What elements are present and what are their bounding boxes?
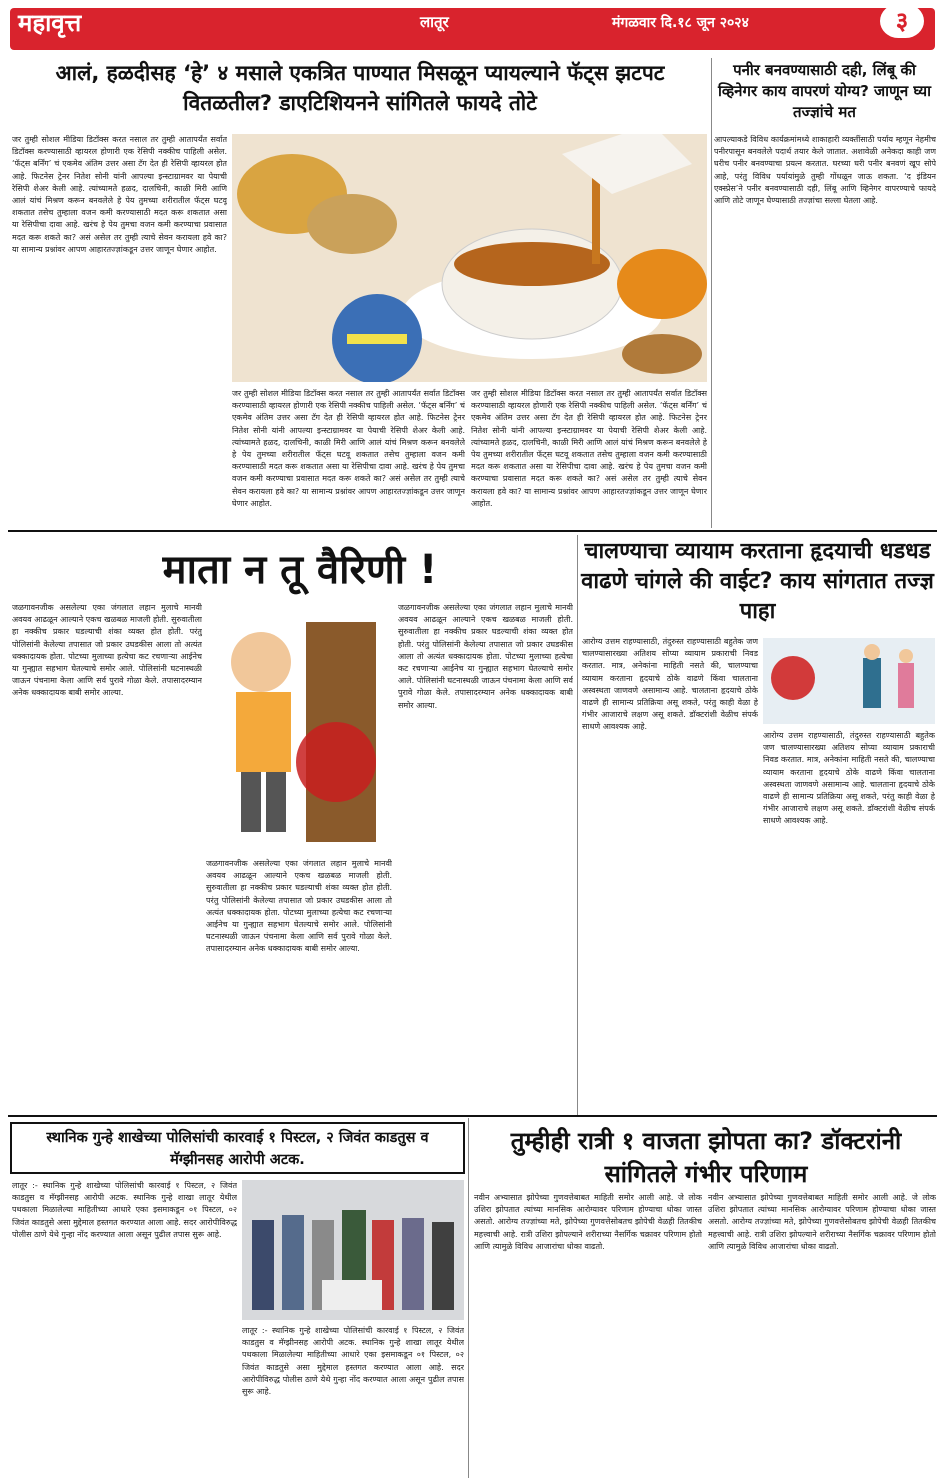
story3-headline: चालण्याचा व्यायाम करताना हृदयाची धडधड वाढणे चांगले की वाईट? काय सांगतात तज्ज्ञ पाहा xyxy=(581,539,934,624)
story5-column-1 xyxy=(474,1192,702,1477)
story3-text: आरोग्य उत्तम राहण्यासाठी, तंदुरुस्त राहण्यासाठी बहुतेक जण चालण्यासारख्या अतिशय सोप्या व्यायाम प्रकाराची निवड करतात. मात्र, अनेकांना माहिती नसते की, चालण्याचा व्यायाम करताना हृदयाचे ठोके वाढणे किंवा चालताना अस्वस्थता जाणवणे असामान्य आहे. चालताना हृदयाचे ठोके वाढणे ही सामान्य प्रतिक्रिया असू शकते, परंतु काही वेळा हे गंभीर आजाराचे लक्षण असू शकते. डॉक्टरांशी वेळीच संपर्क साधणे आवश्यक आहे. xyxy=(582,637,758,732)
section-divider xyxy=(8,530,937,532)
story2-text: जळगावनजीक असलेल्या एका जंगलात लहान मुलाचे मानवी अवयव आढळून आल्याने एकच खळबळ माजली होती. सुरुवातीला हा नक्कीच प्रकार घडल्याची शंका व्यक्त होत होती. परंतु पोलिसांनी केलेल्या तपासात जो प्रकार उघडकीस आला तो अत्यंत धक्कादायक होता. पोटच्या मुलाच्या हत्येचा कट रचणाऱ्या आईनेच या गुन्ह्यात सहभाग घेतल्याचे समोर आले. पोलिसांनी घटनास्थळी जाऊन पंचनामा केला आणि सर्व पुरावे गोळा केले. तपासादरम्यान अनेक धक्कादायक बाबी समोर आल्या. xyxy=(12,603,202,698)
column-rule-2 xyxy=(577,535,578,1115)
police-team-photo xyxy=(242,1180,464,1320)
walking-exercise-photo xyxy=(763,638,935,724)
story3-column-1 xyxy=(582,636,758,1110)
story3-column-2 xyxy=(763,730,935,1110)
story1-column-2 xyxy=(232,388,465,526)
story4-text-cont: लातूर :- स्थानिक गुन्हे शाखेच्या पोलिसांची कारवाई १ पिस्टल, २ जिवंत काडतुस व मॅग्झीनसह आरोपी अटक. स्थानिक गुन्हे शाखा लातूर येथील पथकाला मिळालेल्या माहितीच्या आधारे एका इसमाकडून ०१ पिस्टल, ०२ जिवंत काडतुसे असा मुद्देमाल हस्तगत करण्यात आला आहे. सदर आरोपीविरुद्ध पोलीस ठाणे येथे गुन्हा नोंद करण्यात आला असून पुढील तपास सुरू आहे. xyxy=(242,1326,464,1397)
story1-text-cont2: जर तुम्ही सोशल मीडिया डिटॉक्स करत नसाल तर तुम्ही आतापर्यंत सर्वात डिटॉक्स करण्यासाठी व्हायरल होणारी एक रेसिपी नक्कीच पाहिली असेल. ‘फॅट्स बर्निंग’ चं एकमेव अंतिम उत्तर असा टॅग देत ही रेसिपी व्हायरल होत आहे. फिटनेस ट्रेनर नितेश सोनी यांनी आपल्या इन्स्टाग्रामवर या पेयाची रेसिपी शेअर केली आहे. त्यांच्यामते हळद, दालचिनी, काळी मिरी आणि आलं यांचं मिश्रण करून बनवलेले हे पेय तुमच्या शरीरातील फॅट्स घटवू शकतात तसेच तुम्हाला वजन कमी करण्यासाठी मदत करू शकतात असा या रेसिपीचा दावा आहे. खरंच हे पेय तुमचा वजन कमी करण्याचा प्रवासात मदत करू शकते का? असं असेल तर तुम्ही त्याचे सेवन करायला हवे का? या सामान्य प्रश्नांवर आपण आहारतज्ज्ञांकडून उत्तर जाणून घेणार आहोत. xyxy=(471,389,707,508)
story3-text-cont: आरोग्य उत्तम राहण्यासाठी, तंदुरुस्त राहण्यासाठी बहुतेक जण चालण्यासारख्या अतिशय सोप्या व्यायाम प्रकाराची निवड करतात. मात्र, अनेकांना माहिती नसते की, चालण्याचा व्यायाम करताना हृदयाचे ठोके वाढणे किंवा चालताना अस्वस्थता जाणवणे असामान्य आहे. चालताना हृदयाचे ठोके वाढणे ही सामान्य प्रतिक्रिया असू शकते, परंतु काही वेळा हे गंभीर आजाराचे लक्षण असू शकते. डॉक्टरांशी वेळीच संपर्क साधणे आवश्यक आहे. xyxy=(763,731,935,826)
story2-headline: माता न तू वैरिणी ! xyxy=(162,547,438,593)
story5-column-2 xyxy=(708,1192,936,1477)
sidebar1-text: आपल्याकडे विविध कार्यक्रमांमध्ये शाकाहारी व्यक्तींसाठी पर्याय म्हणून नेहमीच पनीरपासून बनवलेले पदार्थ तयार केले जातात. अशावेळी अनेकदा काही जण घरीच पनीर बनवण्याचा प्रयत्न करतात. घरच्या घरी पनीर बनवणं खूप सोपे आहे, परंतु विविध पर्यायांमुळे तुम्ही गोंधळून जाऊ शकता. ‘द इंडियन एक्स्प्रेस’ने पनीर बनवण्यासाठी दही, लिंबू आणि व्हिनेगर वापरण्याचे फायदे आणि तोटे जाणून घेण्यासाठी तज्ज्ञांचा सल्ला घेतला आहे. xyxy=(714,135,936,206)
spices-tea-photo xyxy=(232,134,707,382)
story4-column-2 xyxy=(242,1325,464,1475)
sidebar1-headline: पनीर बनवण्यासाठी दही, लिंबू की व्हिनेगर काय वापरणं योग्य? जाणून घ्या तज्ज्ञांचे मत xyxy=(718,61,931,121)
newspaper-name: महावृत्त xyxy=(18,9,82,37)
story2-column-2 xyxy=(206,858,392,1110)
story5-headline: तुम्हीही रात्री १ वाजता झोपता का? डॉक्टरांनी सांगितले गंभीर परिणाम xyxy=(510,1127,902,1188)
masthead xyxy=(10,8,935,50)
story2-column-3 xyxy=(398,602,573,1110)
story4-headline: स्थानिक गुन्हे शाखेच्या पोलिसांची कारवाई १ पिस्टल, २ जिवंत काडतुस व मॅग्झीनसह आरोपी अटक. xyxy=(10,1122,465,1174)
story1-text-cont: जर तुम्ही सोशल मीडिया डिटॉक्स करत नसाल तर तुम्ही आतापर्यंत सर्वात डिटॉक्स करण्यासाठी व्हायरल होणारी एक रेसिपी नक्कीच पाहिली असेल. ‘फॅट्स बर्निंग’ चं एकमेव अंतिम उत्तर असा टॅग देत ही रेसिपी व्हायरल होत आहे. फिटनेस ट्रेनर नितेश सोनी यांनी आपल्या इन्स्टाग्रामवर या पेयाची रेसिपी शेअर केली आहे. त्यांच्यामते हळद, दालचिनी, काळी मिरी आणि आलं यांचं मिश्रण करून बनवलेले हे पेय तुमच्या शरीरातील फॅट्स घटवू शकतात तसेच तुम्हाला वजन कमी करण्यासाठी मदत करू शकतात असा या रेसिपीचा दावा आहे. खरंच हे पेय तुमचा वजन कमी करण्याचा प्रवासात मदत करू शकते का? असं असेल तर तुम्ही त्याचे सेवन करायला हवे का? या सामान्य प्रश्नांवर आपण आहारतज्ज्ञांकडून उत्तर जाणून घेणार आहोत. xyxy=(232,389,465,508)
sidebar1-body xyxy=(714,134,936,526)
page-number: ३ xyxy=(880,4,924,38)
column-rule xyxy=(711,58,712,528)
story4-column-1 xyxy=(12,1180,237,1475)
issue-date: मंगळवार दि.१८ जून २०२४ xyxy=(612,15,749,31)
story2-text-cont2: जळगावनजीक असलेल्या एका जंगलात लहान मुलाचे मानवी अवयव आढळून आल्याने एकच खळबळ माजली होती. सुरुवातीला हा नक्कीच प्रकार घडल्याची शंका व्यक्त होत होती. परंतु पोलिसांनी केलेल्या तपासात जो प्रकार उघडकीस आला तो अत्यंत धक्कादायक होता. पोटच्या मुलाच्या हत्येचा कट रचणाऱ्या आईनेच या गुन्ह्यात सहभाग घेतल्याचे समोर आले. पोलिसांनी घटनास्थळी जाऊन पंचनामा केला आणि सर्व पुरावे गोळा केले. तपासादरम्यान अनेक धक्कादायक बाबी समोर आल्या. xyxy=(206,859,392,954)
story5-text-cont: नवीन अभ्यासात झोपेच्या गुणवत्तेबाबत माहिती समोर आली आहे. जे लोक उशिरा झोपतात त्यांच्या मानसिक आरोग्यावर परिणाम होण्याचा धोका जास्त असतो. आरोग्य तज्ज्ञांच्या मते, झोपेच्या गुणवत्तेसोबतच झोपेची वेळही तितकीच महत्त्वाची आहे. रात्री उशिरा झोपल्याने शरीराच्या नैसर्गिक चक्रावर परिणाम होतो आणि त्यामुळे विविध आजारांचा धोका वाढतो. xyxy=(708,1193,936,1251)
story2-column-1 xyxy=(12,602,202,1110)
story4-text: लातूर :- स्थानिक गुन्हे शाखेच्या पोलिसांची कारवाई १ पिस्टल, २ जिवंत काडतुस व मॅग्झीनसह आरोपी अटक. स्थानिक गुन्हे शाखा लातूर येथील पथकाला मिळालेल्या माहितीच्या आधारे एका इसमाकडून ०१ पिस्टल, ०२ जिवंत काडतुसे असा मुद्देमाल हस्तगत करण्यात आला आहे. सदर आरोपीविरुद्ध पोलीस ठाणे येथे गुन्हा नोंद करण्यात आला असून पुढील तपास सुरू आहे. xyxy=(12,1181,237,1239)
illustration-photo xyxy=(206,602,392,852)
story2-text-cont: जळगावनजीक असलेल्या एका जंगलात लहान मुलाचे मानवी अवयव आढळून आल्याने एकच खळबळ माजली होती. सुरुवातीला हा नक्कीच प्रकार घडल्याची शंका व्यक्त होत होती. परंतु पोलिसांनी केलेल्या तपासात जो प्रकार उघडकीस आला तो अत्यंत धक्कादायक होता. पोटच्या मुलाच्या हत्येचा कट रचणाऱ्या आईनेच या गुन्ह्यात सहभाग घेतल्याचे समोर आले. पोलिसांनी घटनास्थळी जाऊन पंचनामा केला आणि सर्व पुरावे गोळा केले. तपासादरम्यान अनेक धक्कादायक बाबी समोर आल्या. xyxy=(398,603,573,710)
edition-city: लातूर xyxy=(420,13,449,31)
story1-column-1 xyxy=(12,134,227,526)
column-rule-3 xyxy=(468,1118,469,1478)
story1-headline: आलं, हळदीसह ‘हे’ ४ मसाले एकत्रित पाण्यात मिसळून प्यायल्याने फॅट्स झटपट वितळतील? डाएटिशियनने सांगितले फायदे तोटे xyxy=(55,61,665,115)
section-divider-2 xyxy=(8,1115,937,1117)
story1-text: जर तुम्ही सोशल मीडिया डिटॉक्स करत नसाल तर तुम्ही आतापर्यंत सर्वात डिटॉक्स करण्यासाठी व्हायरल होणारी एक रेसिपी नक्कीच पाहिली असेल. ‘फॅट्स बर्निंग’ चं एकमेव अंतिम उत्तर असा टॅग देत ही रेसिपी व्हायरल होत आहे. फिटनेस ट्रेनर नितेश सोनी यांनी आपल्या इन्स्टाग्रामवर या पेयाची रेसिपी शेअर केली आहे. त्यांच्यामते हळद, दालचिनी, काळी मिरी आणि आलं यांचं मिश्रण करून बनवलेले हे पेय तुमच्या शरीरातील फॅट्स घटवू शकतात तसेच तुम्हाला वजन कमी करण्यासाठी मदत करू शकतात असा या रेसिपीचा दावा आहे. खरंच हे पेय तुमचा वजन कमी करण्याचा प्रवासात मदत करू शकते का? असं असेल तर तुम्ही त्याचे सेवन करायला हवे का? या सामान्य प्रश्नांवर आपण आहारतज्ज्ञांकडून उत्तर जाणून घेणार आहोत. xyxy=(12,135,227,254)
story5-text: नवीन अभ्यासात झोपेच्या गुणवत्तेबाबत माहिती समोर आली आहे. जे लोक उशिरा झोपतात त्यांच्या मानसिक आरोग्यावर परिणाम होण्याचा धोका जास्त असतो. आरोग्य तज्ज्ञांच्या मते, झोपेच्या गुणवत्तेसोबतच झोपेची वेळही तितकीच महत्त्वाची आहे. रात्री उशिरा झोपल्याने शरीराच्या नैसर्गिक चक्रावर परिणाम होतो आणि त्यामुळे विविध आजारांचा धोका वाढतो. xyxy=(474,1193,702,1251)
story1-column-3 xyxy=(471,388,707,526)
